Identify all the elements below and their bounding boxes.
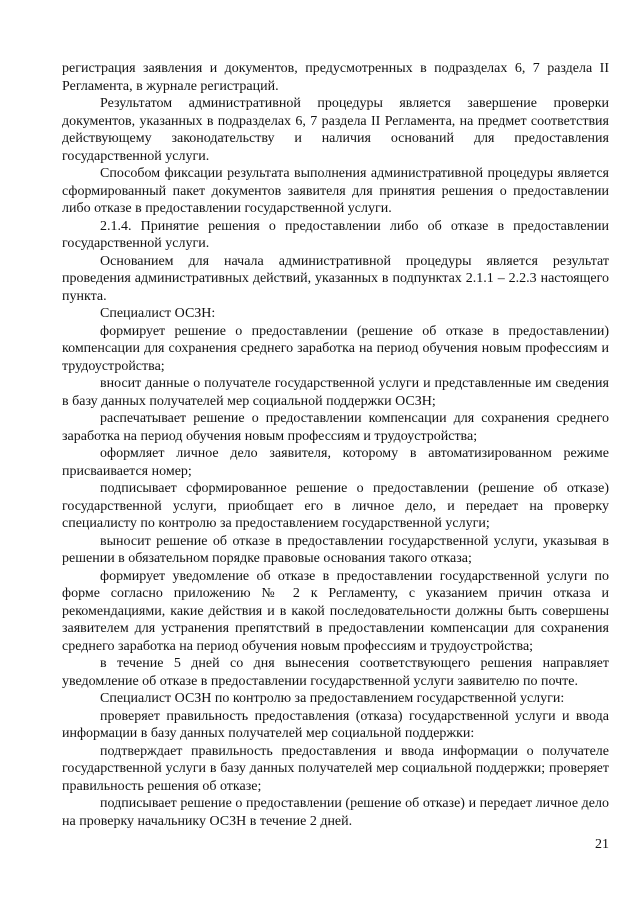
paragraph: Специалист ОСЗН: bbox=[100, 306, 216, 321]
paragraph: подтверждает правильность предоставления и ввода информации о получателе государственной услуги в базу данных получателей мер социальной поддержки; проверяет правильность решения об отказе; bbox=[62, 743, 609, 794]
paragraph: оформляет личное дело заявителя, которому в автоматизированном режиме присваивается номер; bbox=[62, 446, 609, 479]
paragraph: подписывает сформированное решение о предоставлении (решение об отказе) государственной услуги, приобщает его в личное дело, и передает на проверку специалисту по контролю за предоставлением государственной услуги; bbox=[62, 481, 609, 531]
document-body bbox=[62, 60, 609, 830]
section-heading: 2.1.4. Принятие решения о предоставлении либо об отказе в предоставлении государственной услуги. bbox=[62, 218, 609, 251]
paragraph: выносит решение об отказе в предоставлении государственной услуги, указывая в решении в обязательном порядке правовые основания такого отказа; bbox=[62, 533, 609, 566]
paragraph: вносит данные о получателе государственной услуги и представленные им сведения в базу данных получателей мер социальной поддержки ОСЗН; bbox=[62, 376, 609, 409]
paragraph: проверяет правильность предоставления (отказа) государственной услуги и ввода информации в базу данных получателей мер социальной поддержки: bbox=[62, 708, 609, 741]
paragraph: Специалист ОСЗН по контролю за предоставлением государственной услуги: bbox=[100, 691, 565, 706]
paragraph: формирует решение о предоставлении (решение об отказе в предоставлении) компенсации для сохранения среднего заработка на период обучения новым профессиям и трудоустройства; bbox=[62, 323, 609, 374]
paragraph: распечатывает решение о предоставлении компенсации для сохранения среднего заработка на период обучения новым профессиям и трудоустройства; bbox=[62, 411, 609, 444]
paragraph: Основанием для начала административной процедуры является результат проведения административных действий, указанных в подпунктах 2.1.1 – 2.2.3 настоящего пункта. bbox=[62, 253, 609, 304]
paragraph: подписывает решение о предоставлении (решение об отказе) и передает личное дело на проверку начальнику ОСЗН в течение 2 дней. bbox=[62, 796, 609, 829]
paragraph: формирует уведомление об отказе в предоставлении государственной услуги по форме согласно приложению № 2 к Регламенту, с указанием причин отказа и рекомендациями, какие действия и в какой последовательности должны быть совершены заявителем для устранения препятствий в предоставлении компенсации для сохранения среднего заработка на период обучения новым профессиям и трудоустройства; bbox=[62, 568, 609, 654]
paragraph: Результатом административной процедуры является завершение проверки документов, указанных в подразделах 6, 7 раздела II Регламента, на предмет соответствия действующему законодательству и наличия оснований для предоставления государственной услуги. bbox=[62, 96, 609, 164]
paragraph: регистрация заявления и документов, предусмотренных в подразделах 6, 7 раздела II Регламента, в журнале регистраций. bbox=[62, 61, 609, 94]
paragraph: в течение 5 дней со дня вынесения соответствующего решения направляет уведомление об отказе в предоставлении государственной услуги заявителю по почте. bbox=[62, 656, 609, 689]
paragraph: Способом фиксации результата выполнения административной процедуры является сформированный пакет документов заявителя для принятия решения о предоставлении либо отказе в предоставлении государственной услуги. bbox=[62, 166, 609, 216]
page-number: 21 bbox=[595, 837, 609, 852]
